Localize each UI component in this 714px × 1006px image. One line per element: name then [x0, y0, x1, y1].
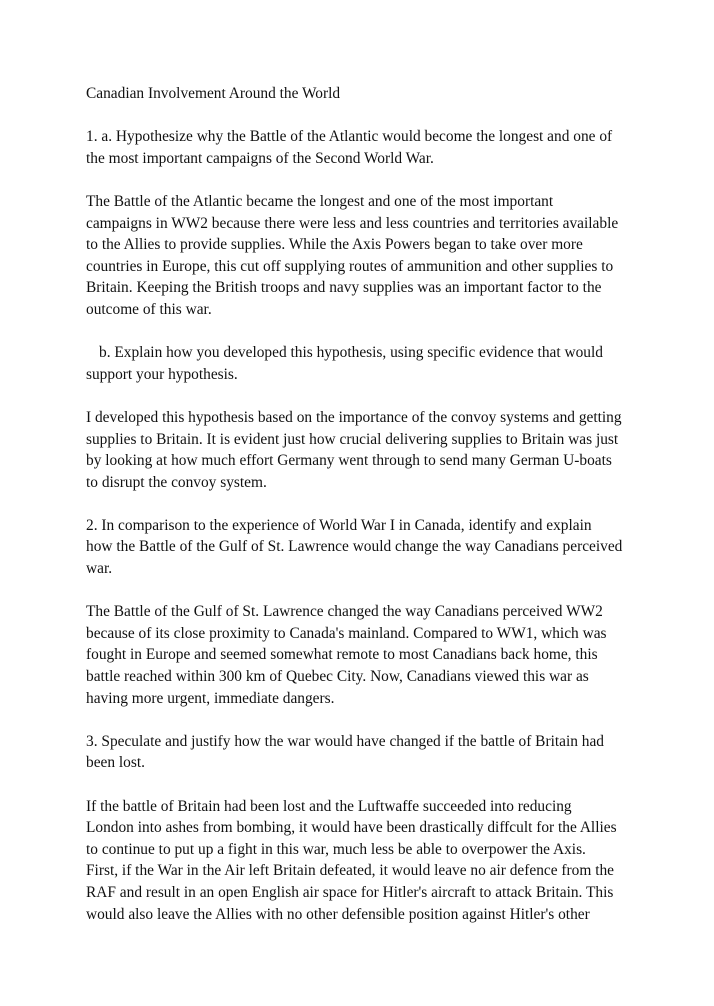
answer-3-line: London into ashes from bombing, it would have been drastically diffcult for the Allies: [86, 819, 617, 837]
question-1a: [86, 126, 646, 169]
question-2-line: how the Battle of the Gulf of St. Lawrence would change the way Canadians perceived: [86, 538, 623, 556]
title-text: Canadian Involvement Around the World: [86, 85, 341, 102]
answer-1b-line: by looking at how much effort Germany went through to send many German U-boats: [86, 452, 612, 470]
question-1b-line: support your hypothesis.: [86, 365, 238, 383]
question-3: [86, 731, 646, 774]
answer-2-line: having more urgent, immediate dangers.: [86, 689, 335, 707]
question-1b-line: b. Explain how you developed this hypothesis, using specific evidence that would: [99, 344, 603, 362]
answer-3-line: RAF and result in an open English air space for Hitler's aircraft to attack Britain. This: [86, 883, 614, 901]
answer-1a-line: to the Allies to provide supplies. While the Axis Powers began to take over more: [86, 236, 583, 254]
question-1a-line: 1. a. Hypothesize why the Battle of the Atlantic would become the longest and one of: [86, 128, 613, 146]
question-1b: [86, 342, 646, 385]
question-1a-line: the most important campaigns of the Second World War.: [86, 149, 434, 167]
answer-1a: [86, 191, 646, 321]
document-page: [86, 83, 646, 947]
question-2: [86, 515, 646, 580]
question-2-line: 2. In comparison to the experience of World War I in Canada, identify and explain: [86, 516, 592, 534]
answer-2-line: because of its close proximity to Canada's mainland. Compared to WW1, which was: [86, 624, 607, 642]
answer-1a-line: campaigns in WW2 because there were less and less countries and territories available: [86, 214, 619, 232]
answer-1a-line: countries in Europe, this cut off supplying routes of ammunition and other supplies to: [86, 257, 614, 275]
answer-2: [86, 601, 646, 709]
answer-1b-line: supplies to Britain. It is evident just how crucial delivering supplies to Britain was just: [86, 430, 619, 448]
answer-1b-line: to disrupt the convoy system.: [86, 473, 267, 491]
answer-1a-line: outcome of this war.: [86, 300, 212, 318]
answer-2-line: battle reached within 300 km of Quebec City. Now, Canadians viewed this war as: [86, 668, 589, 686]
document-title: [86, 83, 646, 105]
answer-1b: [86, 407, 646, 493]
answer-3-line: If the battle of Britain had been lost and the Luftwaffe succeeded into reducing: [86, 797, 572, 815]
answer-2-line: The Battle of the Gulf of St. Lawrence changed the way Canadians perceived WW2: [86, 603, 603, 621]
answer-3-line: to continue to put up a fight in this war, much less be able to overpower the Axis.: [86, 840, 586, 858]
answer-1a-line: Britain. Keeping the British troops and navy supplies was an important factor to the: [86, 279, 602, 297]
answer-3-line: would also leave the Allies with no other defensible position against Hitler's other: [86, 905, 590, 923]
answer-1b-line: I developed this hypothesis based on the importance of the convoy systems and getting: [86, 408, 622, 426]
answer-3-line: First, if the War in the Air left Britain defeated, it would leave no air defence from the: [86, 862, 614, 880]
answer-3: [86, 796, 646, 926]
answer-1a-line: The Battle of the Atlantic became the longest and one of the most important: [86, 192, 554, 210]
question-2-line: war.: [86, 560, 113, 578]
question-3-line: been lost.: [86, 754, 145, 772]
question-3-line: 3. Speculate and justify how the war would have changed if the battle of Britain had: [86, 732, 604, 750]
answer-2-line: fought in Europe and seemed somewhat remote to most Canadians back home, this: [86, 646, 598, 664]
